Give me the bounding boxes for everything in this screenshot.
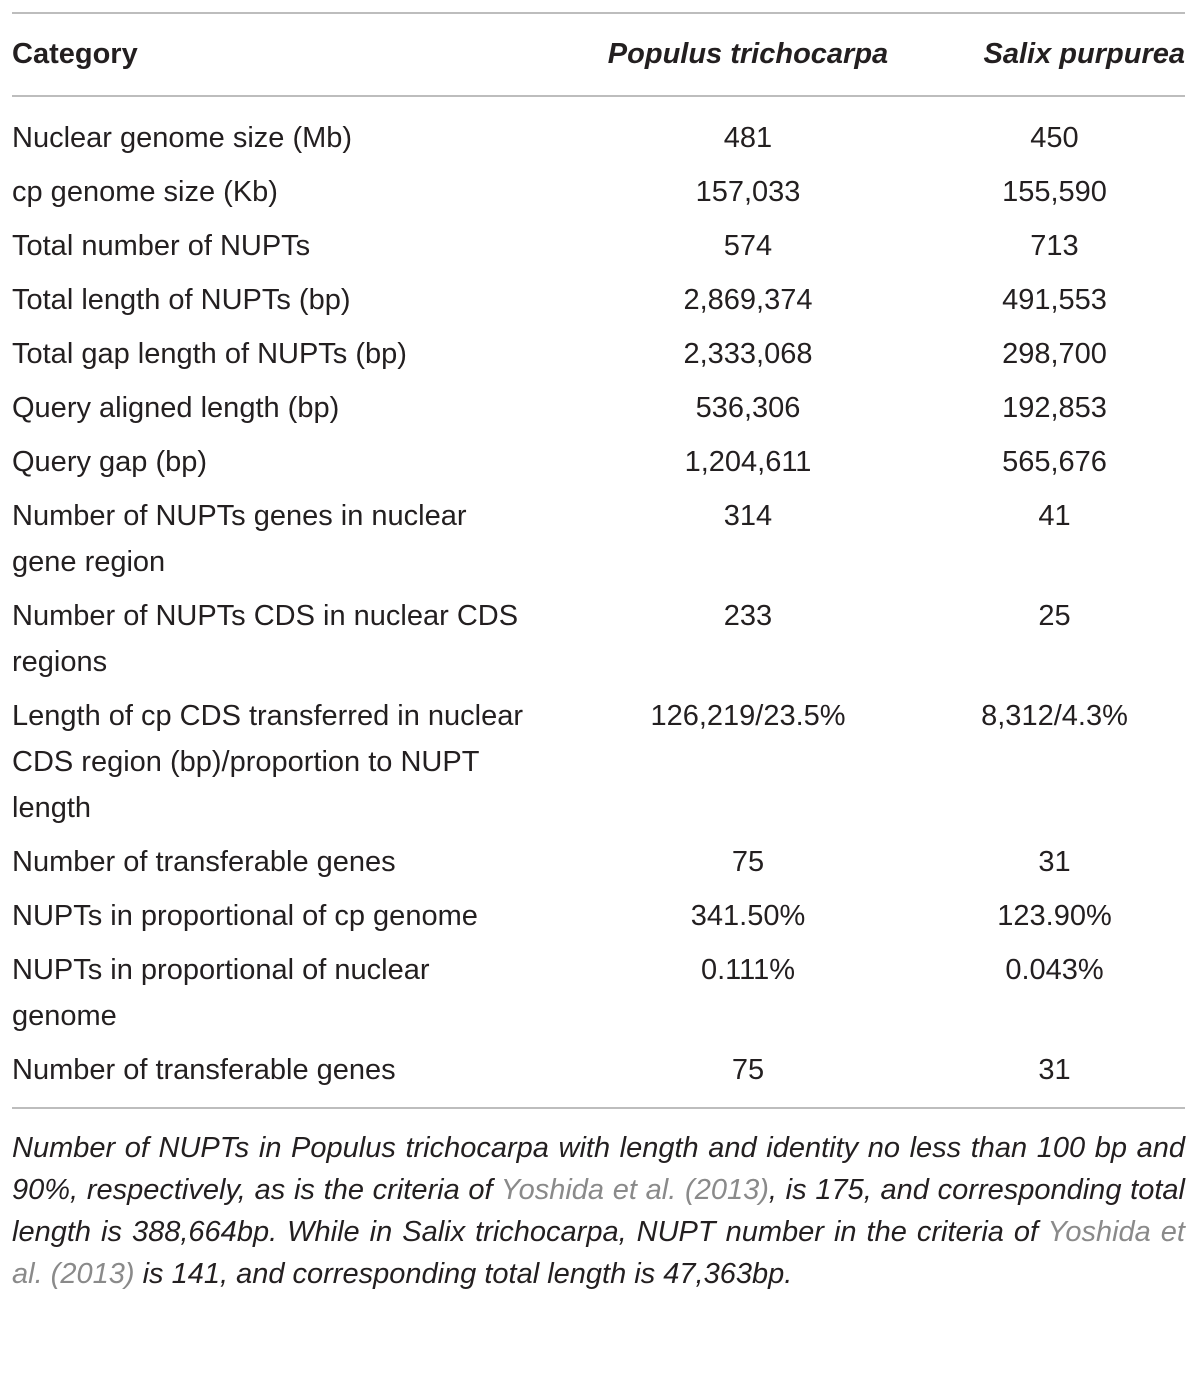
table-row — [12, 435, 1185, 489]
table-body — [12, 96, 1185, 1108]
row-label: Query aligned length (bp) — [12, 392, 340, 424]
table-container — [12, 12, 1185, 1324]
row-label: Total number of NUPTs — [12, 230, 311, 262]
salix-value: 565,676 — [1002, 446, 1107, 478]
populus-value: 233 — [723, 600, 773, 632]
footnote-text-2: , is 175, and corresponding total length is 388,664bp. While in Salix trichocarpa, NUPT number in the criteria of — [12, 1174, 1185, 1248]
table-row — [12, 689, 1185, 835]
table-row — [12, 327, 1185, 381]
row-label: Number of NUPTs genes in nuclear gene region — [12, 500, 467, 578]
table-row — [12, 889, 1185, 943]
reference-link-yoshida-1[interactable]: Yoshida et al. (2013) — [500, 1174, 769, 1206]
header-populus: Populus trichocarpa — [607, 38, 889, 70]
nupt-comparison-table — [12, 12, 1185, 1109]
table-row — [12, 96, 1185, 165]
table-row — [12, 165, 1185, 219]
reference-link-yoshida-2[interactable]: Yoshida et al. (2013) — [12, 1216, 1185, 1290]
populus-value: 157,033 — [695, 176, 801, 208]
table-row — [12, 943, 1185, 1043]
row-label: Length of cp CDS transferred in nuclear CDS region (bp)/proportion to NUPT length — [12, 700, 523, 824]
salix-value: 0.043% — [1005, 954, 1104, 986]
salix-value: 31 — [1038, 846, 1071, 878]
populus-value: 2,333,068 — [683, 338, 813, 370]
populus-value: 481 — [723, 122, 773, 154]
salix-value: 491,553 — [1002, 284, 1107, 316]
row-label: Total length of NUPTs (bp) — [12, 284, 351, 316]
header-row — [12, 13, 1185, 96]
footnote-text-1: Number of NUPTs in Populus trichocarpa with length and identity no less than 100 bp and 90%, respectively, as is the criteria of — [12, 1132, 1185, 1206]
salix-value: 298,700 — [1002, 338, 1107, 370]
salix-value: 192,853 — [1002, 392, 1107, 424]
salix-value: 450 — [1030, 122, 1079, 154]
populus-value: 2,869,374 — [683, 284, 813, 316]
row-label: Number of transferable genes — [12, 1054, 396, 1086]
salix-value: 8,312/4.3% — [981, 700, 1128, 732]
header-category: Category — [12, 38, 138, 70]
populus-value: 536,306 — [695, 392, 801, 424]
populus-value: 75 — [731, 1054, 765, 1086]
salix-value: 41 — [1038, 500, 1071, 532]
row-label: Total gap length of NUPTs (bp) — [12, 338, 407, 370]
populus-value: 314 — [723, 500, 773, 532]
row-label: cp genome size (Kb) — [12, 176, 278, 208]
table-row — [12, 273, 1185, 327]
row-label: Number of NUPTs CDS in nuclear CDS regions — [12, 600, 519, 678]
table-row — [12, 589, 1185, 689]
populus-value: 1,204,611 — [684, 446, 812, 478]
salix-value: 25 — [1038, 600, 1071, 632]
salix-value: 123.90% — [997, 900, 1112, 932]
row-label: NUPTs in proportional of nuclear genome — [12, 954, 430, 1032]
footnote-text-3: is 141, and corresponding total length is 47,363bp. — [134, 1258, 793, 1290]
table-row — [12, 1043, 1185, 1108]
table-row — [12, 489, 1185, 589]
row-label: Query gap (bp) — [12, 446, 208, 478]
table-row — [12, 219, 1185, 273]
populus-value: 0.111% — [700, 954, 796, 986]
table-footnote — [12, 1127, 1185, 1295]
populus-value: 75 — [731, 846, 765, 878]
header-salix: Salix purpurea — [983, 38, 1185, 70]
salix-value: 713 — [1030, 230, 1079, 262]
row-label: Number of transferable genes — [12, 846, 396, 878]
row-label: NUPTs in proportional of cp genome — [12, 900, 478, 932]
table-header — [12, 13, 1185, 96]
table-row — [12, 381, 1185, 435]
populus-value: 341.50% — [690, 900, 806, 932]
table-row — [12, 835, 1185, 889]
salix-value: 155,590 — [1002, 176, 1107, 208]
populus-value: 126,219/23.5% — [650, 700, 846, 732]
salix-value: 31 — [1038, 1054, 1071, 1086]
populus-value: 574 — [723, 230, 773, 262]
row-label: Nuclear genome size (Mb) — [12, 122, 353, 154]
